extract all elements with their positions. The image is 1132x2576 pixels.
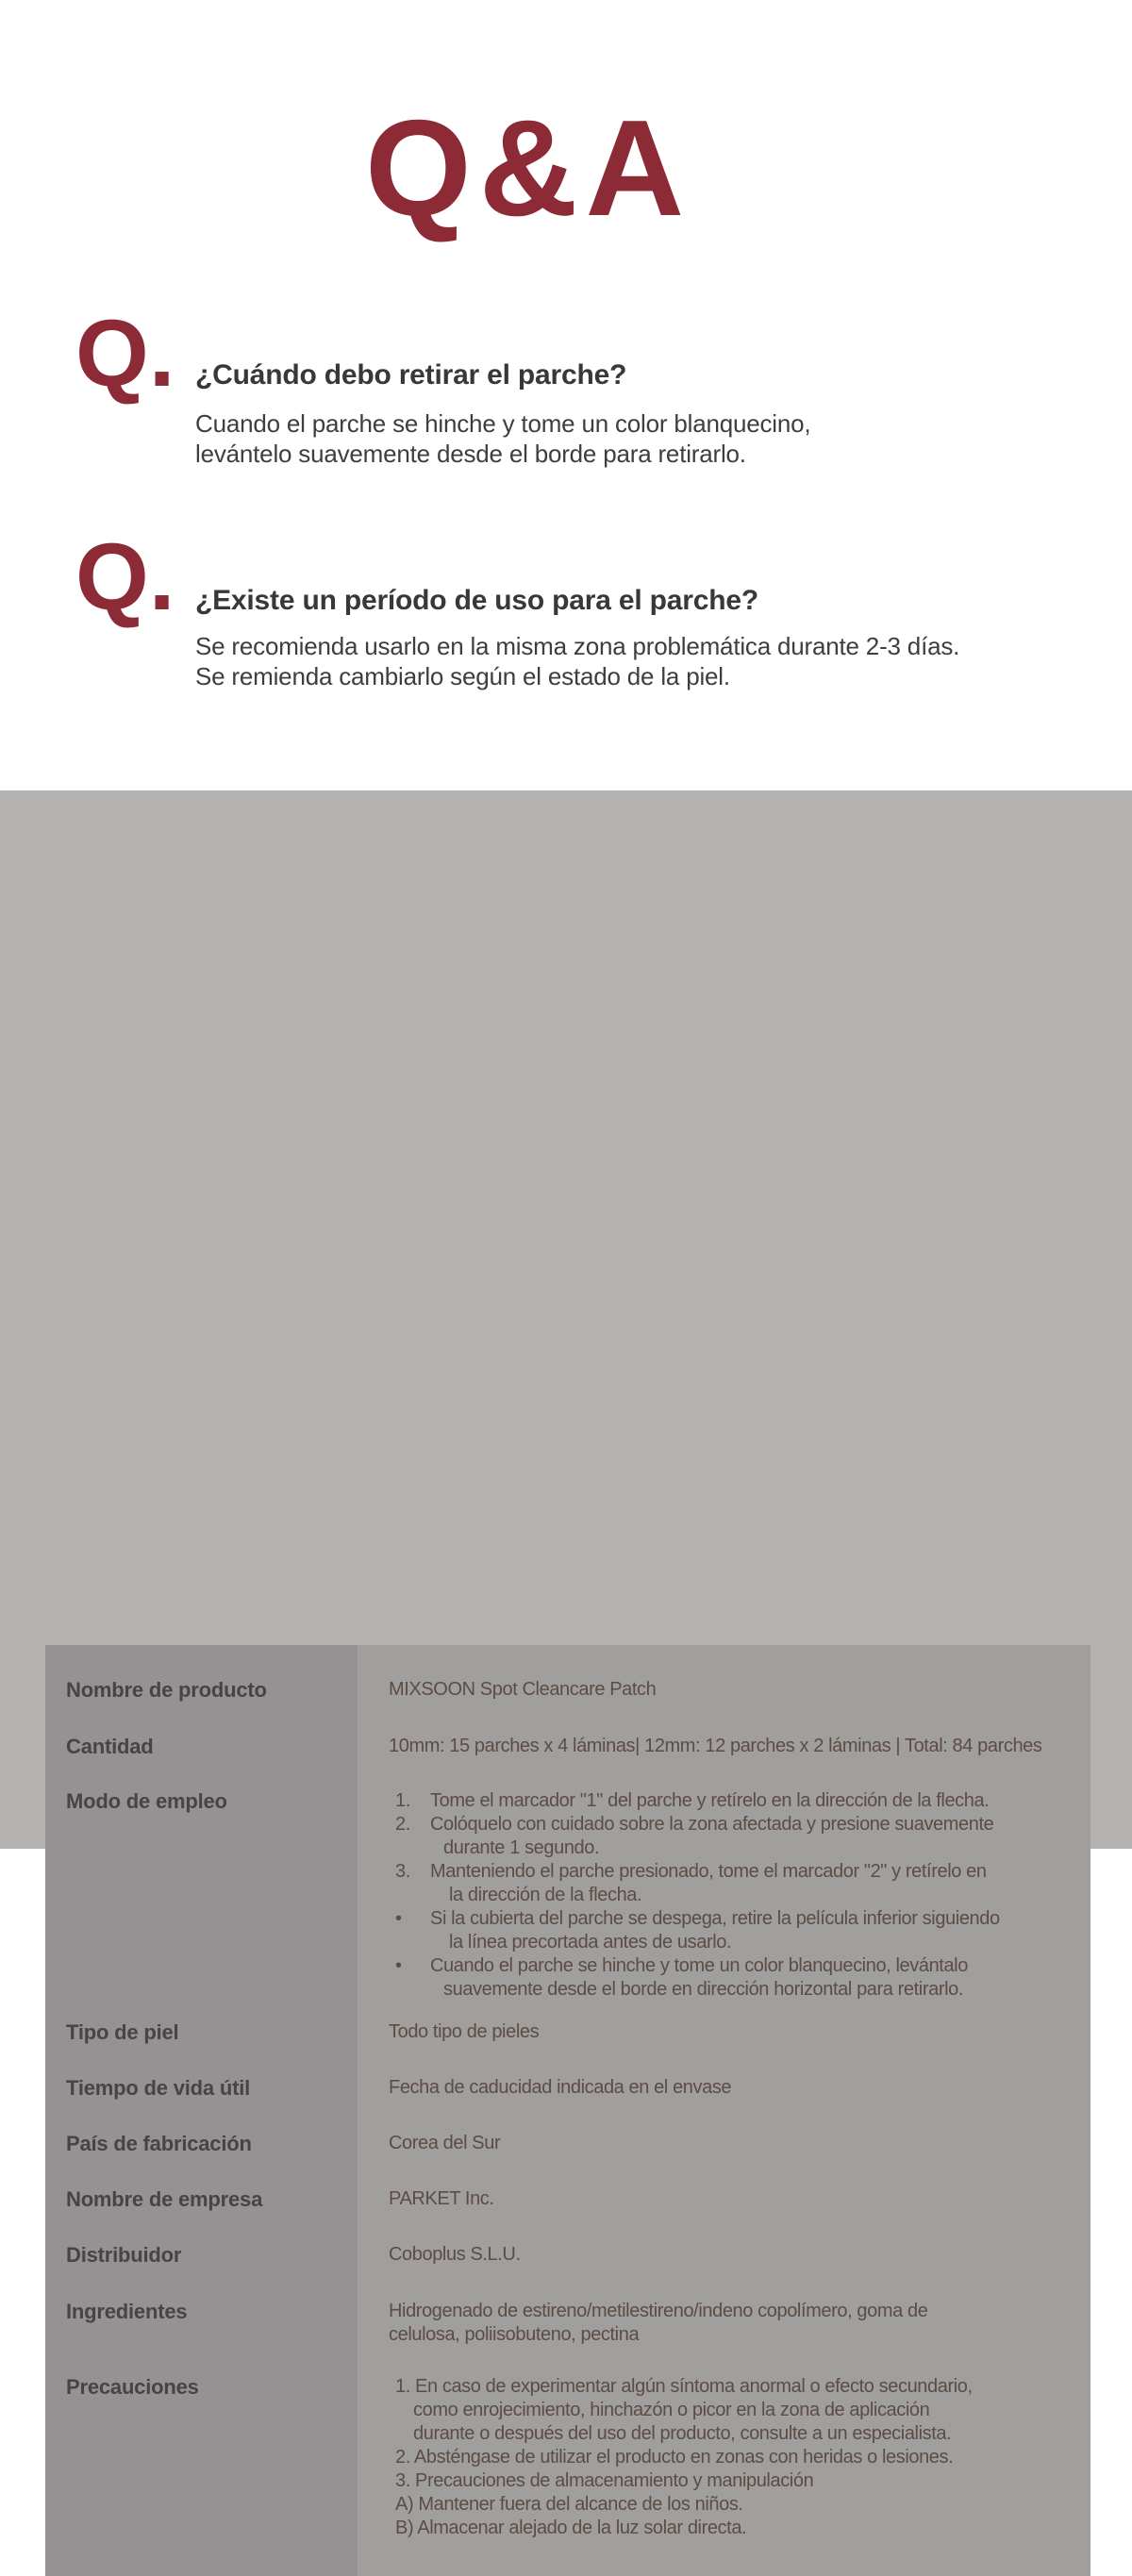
list-text: Si la cubierta del parche se despega, retire la película inferior siguiendo <box>430 1908 1000 1929</box>
spec-value-line <box>389 1860 1090 1884</box>
spec-value <box>389 2187 1090 2211</box>
spec-value-line <box>389 1954 1090 1978</box>
answer-line: Se remienda cambiarlo según el estado de la piel. <box>195 662 730 690</box>
answer-line: Se recomienda usarlo en la misma zona problemática durante 2-3 días. <box>195 632 960 660</box>
spec-label: Ingredientes <box>66 2300 188 2323</box>
spec-label: Tipo de piel <box>66 2020 179 2044</box>
spec-label: País de fabricación <box>66 2132 252 2155</box>
spec-panel-label-column <box>45 1645 358 2576</box>
q-marker: Q. <box>75 301 175 407</box>
list-marker: 1. <box>395 1790 410 1811</box>
list-text: Cuando el parche se hinche y tome un color blanquecino, levántalo <box>430 1955 968 1976</box>
spec-value <box>389 2020 1090 2044</box>
spec-label: Precauciones <box>66 2375 199 2399</box>
spec-value-line: A) Mantener fuera del alcance de los niños. <box>395 2494 743 2515</box>
spec-value-line <box>389 1907 1090 1931</box>
spec-value <box>389 1678 1090 1702</box>
spec-value-line: durante 1 segundo. <box>443 1837 600 1858</box>
spec-label: Modo de empleo <box>66 1789 227 1813</box>
spec-label: Cantidad <box>66 1735 154 1758</box>
spec-value-line: Corea del Sur <box>389 2133 501 2153</box>
spec-value <box>389 1735 1090 1758</box>
answer-1 <box>195 408 810 469</box>
spec-value <box>389 2300 1090 2347</box>
spec-value <box>389 2076 1090 2100</box>
question-2: ¿Existe un período de uso para el parche? <box>195 585 758 616</box>
spec-value-line: la dirección de la flecha. <box>449 1885 642 1905</box>
spec-value-line: la línea precortada antes de usarlo. <box>449 1932 732 1953</box>
list-marker: • <box>395 1908 402 1929</box>
spec-label: Tiempo de vida útil <box>66 2076 251 2100</box>
spec-value-line: PARKET Inc. <box>389 2188 494 2209</box>
spec-value-line <box>389 1789 1090 1813</box>
spec-value-line: B) Almacenar alejado de la luz solar directa. <box>395 2518 747 2538</box>
spec-value-line: como enrojecimiento, hinchazón o picor en la zona de aplicación <box>413 2400 930 2420</box>
spec-value <box>389 2243 1090 2267</box>
spec-value-line: 10mm: 15 parches x 4 láminas| 12mm: 12 parches x 2 láminas | Total: 84 parches <box>389 1736 1042 1756</box>
answer-line: levántelo suavemente desde el borde para retirarlo. <box>195 440 746 468</box>
answer-line: Cuando el parche se hinche y tome un color blanquecino, <box>195 409 811 438</box>
spec-value-line: 1. En caso de experimentar algún síntoma anormal o efecto secundario, <box>395 2376 973 2397</box>
spec-value-line: 3. Precauciones de almacenamiento y manipulación <box>395 2470 814 2491</box>
spec-value-line: durante o después del uso del producto, consulte a un especialista. <box>413 2423 952 2444</box>
spec-label: Nombre de empresa <box>66 2187 263 2211</box>
spec-value-line: celulosa, poliisobuteno, pectina <box>389 2324 640 2345</box>
spec-panel <box>45 1645 1090 2576</box>
spec-label: Distribuidor <box>66 2243 182 2267</box>
spec-value-line: MIXSOON Spot Cleancare Patch <box>389 1679 657 1700</box>
q-marker: Q. <box>75 524 175 630</box>
question-1: ¿Cuándo debo retirar el parche? <box>195 359 627 391</box>
spec-value-line <box>389 1813 1090 1836</box>
list-text: Tome el marcador "1" del parche y retírelo en la dirección de la flecha. <box>430 1790 990 1811</box>
spec-value-line: Fecha de caducidad indicada en el envase <box>389 2077 732 2098</box>
spec-value-line: 2. Absténgase de utilizar el producto en zonas con heridas o lesiones. <box>395 2447 954 2468</box>
list-marker: 3. <box>395 1861 410 1882</box>
list-text: Colóquelo con cuidado sobre la zona afectada y presione suavemente <box>430 1814 994 1835</box>
spec-value-line: Hidrogenado de estireno/metilestireno/indeno copolímero, goma de <box>389 2301 928 2321</box>
spec-label: Nombre de producto <box>66 1678 267 1702</box>
list-text: Manteniendo el parche presionado, tome el marcador "2" y retírelo en <box>430 1861 987 1882</box>
spec-value-line: suavemente desde el borde en dirección horizontal para retirarlo. <box>443 1979 964 2000</box>
spec-value <box>389 1789 1090 2002</box>
list-marker: • <box>395 1955 402 1976</box>
spec-value-line: Coboplus S.L.U. <box>389 2244 521 2265</box>
qa-title: Q&A <box>365 91 692 244</box>
spec-value <box>389 2132 1090 2155</box>
list-marker: 2. <box>395 1814 410 1835</box>
gray-background <box>0 790 1132 2538</box>
spec-value <box>389 2375 1090 2540</box>
spec-value-line: Todo tipo de pieles <box>389 2021 540 2042</box>
answer-2 <box>195 631 959 691</box>
